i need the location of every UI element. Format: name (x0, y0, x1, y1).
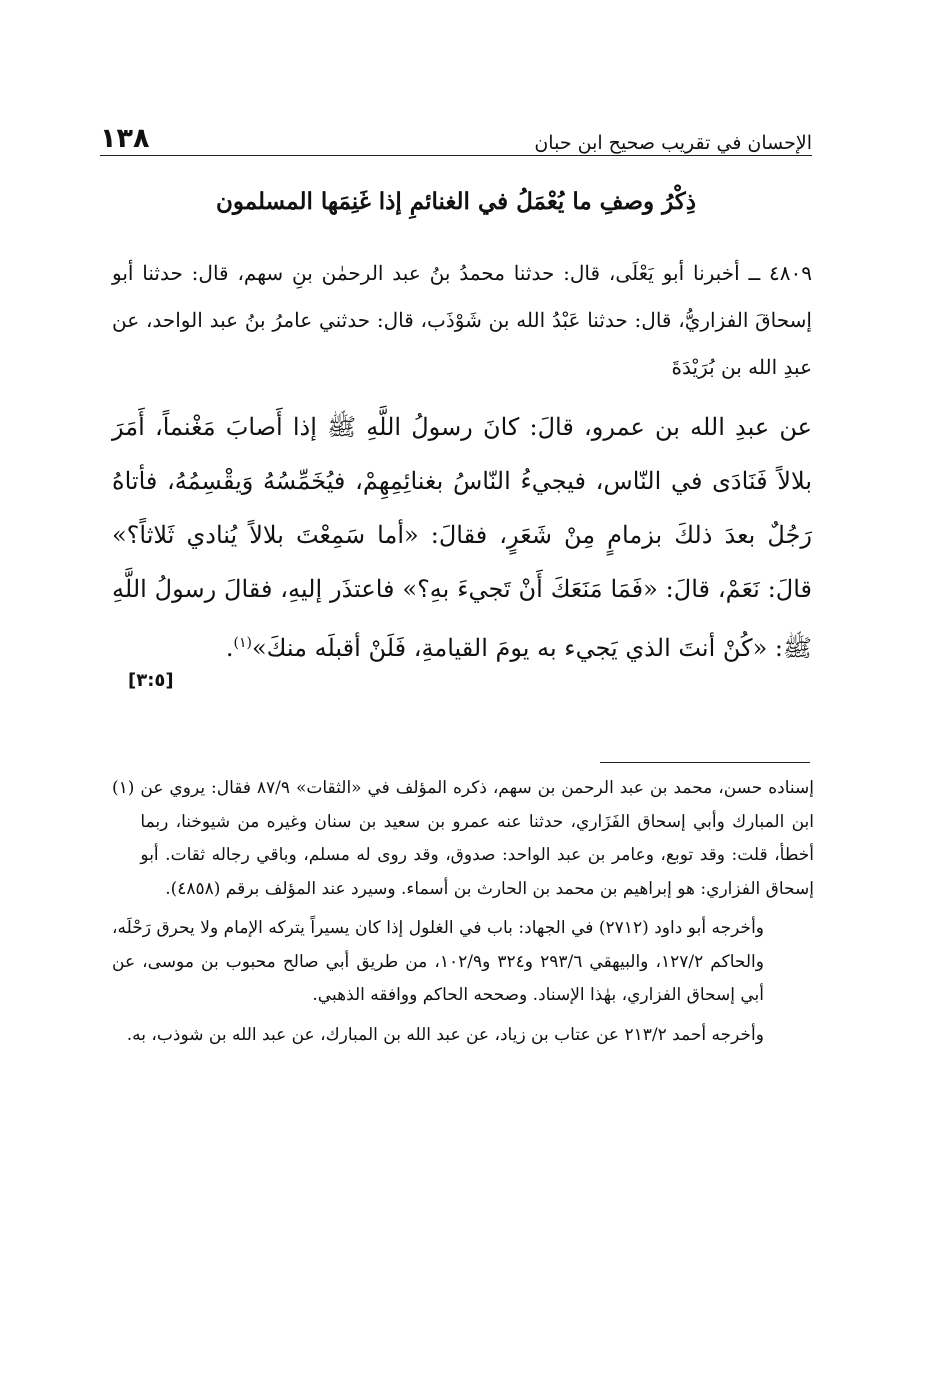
page-header (100, 112, 812, 154)
running-title: الإحسان في تقريب صحيح ابن حبان (534, 132, 812, 154)
hadith-isnad: ٤٨٠٩ ــ أخبرنا أبو يَعْلَى، قال: حدثنا محمدُ بنُ عبد الرحمٰن بنِ سهم، قال: حدثنا أبو إسحاقَ الفزاريُّ، قال: حدثنا عَبْدُ الله بن شَوْذَب، قال: حدثني عامرُ بنُ عبد الواحد، عن عبدِ الله بن بُرَيْدَةَ (112, 261, 812, 379)
footnote-number: (١) (112, 778, 135, 798)
hadith-matn (112, 400, 812, 675)
footnotes (112, 772, 814, 1052)
page-number: ١٣٨ (100, 123, 150, 154)
hadith-matn-text: عن عبدِ الله بن عمرو، قالَ: كانَ رسولُ اللَّهِ ﷺ إذا أَصابَ مَغْنماً، أَمَرَ بلالاً فَنَادَى في النّاس، فيجيءُ النّاسُ بغنائِمِهِمْ، فيُخَمِّسُهُ وَيقْسِمُهُ، فأتاهُ رَجُلٌ بعدَ ذلكَ بزمامٍ مِنْ شَعَرٍ، فقالَ: «أما سَمِعْتَ بلالاً يُنادي ثَلاثاً؟» قالَ: نَعَمْ، قالَ: «فَمَا مَنَعَكَ أَنْ تَجيءَ بهِ؟» فاعتذَر إليهِ، فقالَ رسولُ اللَّهِ ﷺ: «كُنْ أنتَ الذي يَجيء به يومَ القيامةِ، فَلَنْ أقبلَه منكَ» (112, 413, 812, 662)
matn-end-mark: . (225, 634, 234, 662)
section-title: ذِكْرُ وصفِ ما يُعْمَلُ في الغنائمِ إذا غَنِمَها المسلمون (215, 188, 697, 215)
header-rule (100, 155, 812, 156)
footnote-separator (600, 762, 810, 763)
footnote-marker: (١) (233, 635, 252, 651)
footnote-1-paragraph-2: وأخرجه أبو داود (٢٧١٢) في الجهاد: باب في الغلول إذا كان يسيراً يتركه الإمام ولا يحرق رَحْلَه، والحاكم ١٢٧/٢، والبيهقي ٢٩٣/٦ و٣٢٤ و١٠٢/٩، من طريق أبي صالح محبوب بن موسى، عن أبي إسحاق الفزاري، بهٰذا الإسناد. وصححه الحاكم ووافقه الذهبي. (112, 918, 764, 1005)
footnote-1 (112, 772, 814, 906)
footnote-1-text: إسناده حسن، محمد بن عبد الرحمن بن سهم، ذكره المؤلف في «الثقات» ٨٧/٩ فقال: يروي عن ابن المبارك وأبي إسحاق الفَزَاري، حدثنا عنه عمرو بن سعيد بن سنان وغيره من شيوخنا، ربما أخطأ، قلت: وقد توبع، وعامر بن عبد الواحد: صدوق، وقد روى له مسلم، وباقي رجاله ثقات. أبو إسحاق الفزاري: هو إبراهيم بن محمد بن الحارث بن أسماء. وسيرد عند المؤلف برقم (٤٨٥٨). (140, 778, 814, 899)
hadith-reference: [٣:٥] (128, 670, 174, 691)
footnote-1-paragraph-3: وأخرجه أحمد ٢١٣/٢ عن عتاب بن زياد، عن عبد الله بن المبارك، عن عبد الله بن شوذب، به. (126, 1024, 764, 1045)
